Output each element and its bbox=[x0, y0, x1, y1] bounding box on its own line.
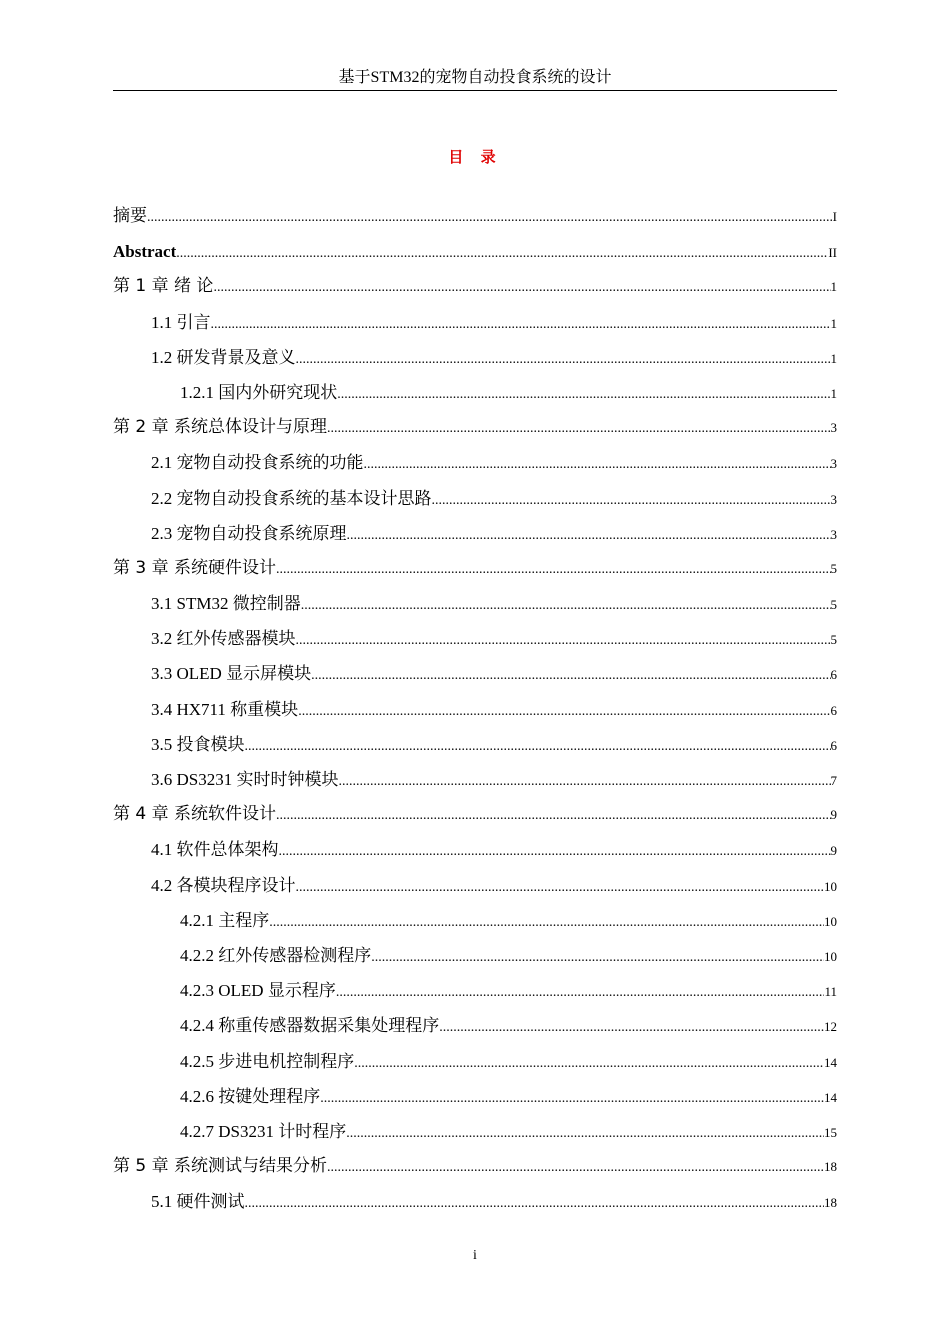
toc-entry-title: 2.2 宠物自动投食系统的基本设计思路 bbox=[151, 488, 432, 508]
toc-dot-leader bbox=[245, 1184, 825, 1221]
toc-entry-page: 5 bbox=[830, 597, 837, 613]
toc-entry-title: 4.2.4 称重传感器数据采集处理程序 bbox=[180, 1016, 440, 1036]
toc-entry[interactable] bbox=[113, 305, 837, 340]
toc-entry[interactable] bbox=[113, 234, 837, 269]
toc-entry-title: 3.2 红外传感器模块 bbox=[151, 629, 296, 649]
toc-entry-title: 3.1 STM32 微控制器 bbox=[151, 594, 301, 614]
toc-entry[interactable] bbox=[113, 586, 837, 621]
toc-entry-title: 第 1 章 绪 论 bbox=[113, 276, 214, 297]
toc-entry-page: 5 bbox=[830, 632, 837, 648]
toc-entry-title: 3.5 投食模块 bbox=[151, 734, 245, 754]
toc-entry-title: 第 3 章 系统硬件设计 bbox=[113, 557, 277, 578]
toc-entry-page: 6 bbox=[830, 667, 837, 683]
toc-entry[interactable] bbox=[113, 692, 837, 727]
toc-entry-title: 第 2 章 系统总体设计与原理 bbox=[113, 417, 328, 438]
toc-entry[interactable] bbox=[113, 938, 837, 973]
toc-dot-leader bbox=[354, 1044, 824, 1081]
toc-entry[interactable] bbox=[113, 1079, 837, 1114]
toc-entry[interactable] bbox=[113, 1149, 837, 1184]
toc-dot-leader bbox=[327, 410, 830, 446]
toc-entry-title: 4.2.3 OLED 显示程序 bbox=[180, 981, 336, 1001]
toc-entry-page: 12 bbox=[824, 1019, 837, 1035]
toc-dot-leader bbox=[298, 692, 830, 729]
toc-entry-page: 3 bbox=[830, 526, 837, 542]
toc-entry[interactable] bbox=[113, 762, 837, 797]
toc-entry-page: 15 bbox=[824, 1124, 837, 1140]
toc-entry[interactable] bbox=[113, 868, 837, 903]
toc-entry-title: 3.4 HX711 称重模块 bbox=[151, 699, 299, 719]
toc-entry[interactable] bbox=[113, 1008, 837, 1043]
toc-entry-page: 1 bbox=[830, 279, 837, 295]
toc-entry-page: I bbox=[832, 209, 837, 224]
toc-entry[interactable] bbox=[113, 340, 837, 375]
table-of-contents bbox=[113, 199, 837, 1219]
toc-entry-title: 3.3 OLED 显示屏模块 bbox=[151, 664, 312, 684]
toc-entry-title: 1.2 研发背景及意义 bbox=[151, 347, 296, 367]
toc-entry[interactable] bbox=[113, 832, 837, 867]
toc-entry-page: 1 bbox=[830, 350, 837, 366]
toc-entry[interactable] bbox=[113, 551, 837, 586]
toc-dot-leader bbox=[276, 551, 830, 587]
toc-entry[interactable] bbox=[113, 973, 837, 1008]
toc-entry-title: 4.1 软件总体架构 bbox=[151, 840, 279, 860]
toc-entry[interactable] bbox=[113, 1044, 837, 1079]
toc-entry[interactable] bbox=[113, 797, 837, 832]
toc-entry-page: 14 bbox=[824, 1054, 837, 1070]
toc-dot-leader bbox=[371, 938, 824, 975]
toc-entry-title: 4.2.5 步进电机控制程序 bbox=[180, 1051, 355, 1071]
toc-entry-title: 摘要 bbox=[113, 206, 147, 226]
toc-dot-leader bbox=[211, 305, 831, 342]
toc-entry-title: 4.2.2 红外传感器检测程序 bbox=[180, 945, 372, 965]
page-number: i bbox=[473, 1248, 477, 1263]
toc-entry-title: 1.2.1 国内外研究现状 bbox=[180, 382, 338, 402]
toc-entry-title: 4.2.7 DS3231 计时程序 bbox=[180, 1121, 347, 1141]
toc-entry[interactable] bbox=[113, 375, 837, 410]
toc-entry-page: 7 bbox=[830, 773, 837, 788]
toc-entry-page: 10 bbox=[824, 948, 837, 964]
toc-entry-title: Abstract bbox=[113, 242, 177, 262]
toc-entry[interactable] bbox=[113, 621, 837, 656]
toc-dot-leader bbox=[347, 516, 831, 553]
toc-entry[interactable] bbox=[113, 656, 837, 691]
toc-entry-page: 3 bbox=[830, 456, 837, 472]
toc-entry[interactable] bbox=[113, 727, 837, 762]
toc-entry-page: II bbox=[828, 245, 837, 261]
toc-entry-page: 18 bbox=[824, 1195, 837, 1211]
toc-dot-leader bbox=[269, 903, 824, 940]
page-header: 基于STM32的宠物自动投食系统的设计 bbox=[338, 69, 612, 86]
toc-entry[interactable] bbox=[113, 199, 837, 234]
toc-entry[interactable] bbox=[113, 516, 837, 551]
toc-dot-leader bbox=[337, 375, 830, 412]
toc-entry-page: 6 bbox=[830, 702, 837, 718]
toc-entry-page: 3 bbox=[830, 420, 837, 436]
toc-entry-title: 4.2 各模块程序设计 bbox=[151, 875, 296, 895]
toc-entry[interactable] bbox=[113, 1184, 837, 1219]
header-rule bbox=[113, 90, 837, 91]
toc-dot-leader bbox=[276, 797, 830, 833]
toc-entry-title: 5.1 硬件测试 bbox=[151, 1192, 245, 1212]
toc-dot-leader bbox=[279, 832, 831, 869]
toc-dot-leader bbox=[311, 656, 830, 693]
toc-dot-leader bbox=[320, 1079, 824, 1116]
toc-entry-title: 第 4 章 系统软件设计 bbox=[113, 804, 277, 825]
toc-dot-leader bbox=[439, 1008, 824, 1045]
toc-dot-leader bbox=[296, 621, 831, 658]
toc-dot-leader bbox=[327, 1149, 824, 1185]
toc-dot-leader bbox=[147, 199, 833, 235]
toc-title: 目 录 bbox=[448, 148, 502, 166]
toc-entry[interactable] bbox=[113, 269, 837, 304]
toc-dot-leader bbox=[245, 727, 831, 764]
toc-entry[interactable] bbox=[113, 903, 837, 938]
toc-entry[interactable] bbox=[113, 445, 837, 480]
toc-entry-page: 5 bbox=[830, 560, 837, 576]
toc-dot-leader bbox=[338, 762, 830, 799]
toc-entry-page: 10 bbox=[824, 878, 837, 894]
toc-entry-page: 1 bbox=[830, 385, 837, 401]
toc-dot-leader bbox=[213, 269, 830, 305]
toc-entry[interactable] bbox=[113, 410, 837, 445]
toc-dot-leader bbox=[301, 586, 831, 623]
toc-entry-page: 3 bbox=[830, 491, 837, 507]
toc-dot-leader bbox=[336, 973, 825, 1010]
toc-entry-page: 1 bbox=[830, 315, 837, 331]
toc-entry-title: 4.2.1 主程序 bbox=[180, 910, 270, 930]
toc-entry-page: 14 bbox=[824, 1089, 837, 1105]
toc-entry-page: 18 bbox=[824, 1159, 837, 1175]
toc-dot-leader bbox=[364, 445, 831, 482]
toc-entry-title: 2.1 宠物自动投食系统的功能 bbox=[151, 453, 364, 473]
toc-entry-page: 6 bbox=[830, 737, 837, 753]
toc-entry[interactable] bbox=[113, 481, 837, 516]
toc-dot-leader bbox=[296, 868, 825, 905]
toc-dot-leader bbox=[296, 340, 831, 377]
toc-entry-page: 11 bbox=[824, 984, 837, 1000]
toc-entry-page: 9 bbox=[830, 807, 837, 823]
toc-entry-title: 1.1 引言 bbox=[151, 312, 211, 332]
toc-entry-title: 2.3 宠物自动投食系统原理 bbox=[151, 523, 347, 543]
toc-entry-page: 10 bbox=[824, 913, 837, 929]
toc-entry-title: 3.6 DS3231 实时时钟模块 bbox=[151, 770, 339, 789]
toc-dot-leader bbox=[346, 1114, 824, 1151]
toc-entry-title: 4.2.6 按键处理程序 bbox=[180, 1086, 321, 1106]
toc-dot-leader bbox=[432, 481, 831, 518]
toc-entry-title: 第 5 章 系统测试与结果分析 bbox=[113, 1156, 328, 1177]
toc-entry-page: 9 bbox=[830, 843, 837, 859]
toc-dot-leader bbox=[176, 235, 828, 271]
toc-entry[interactable] bbox=[113, 1114, 837, 1149]
